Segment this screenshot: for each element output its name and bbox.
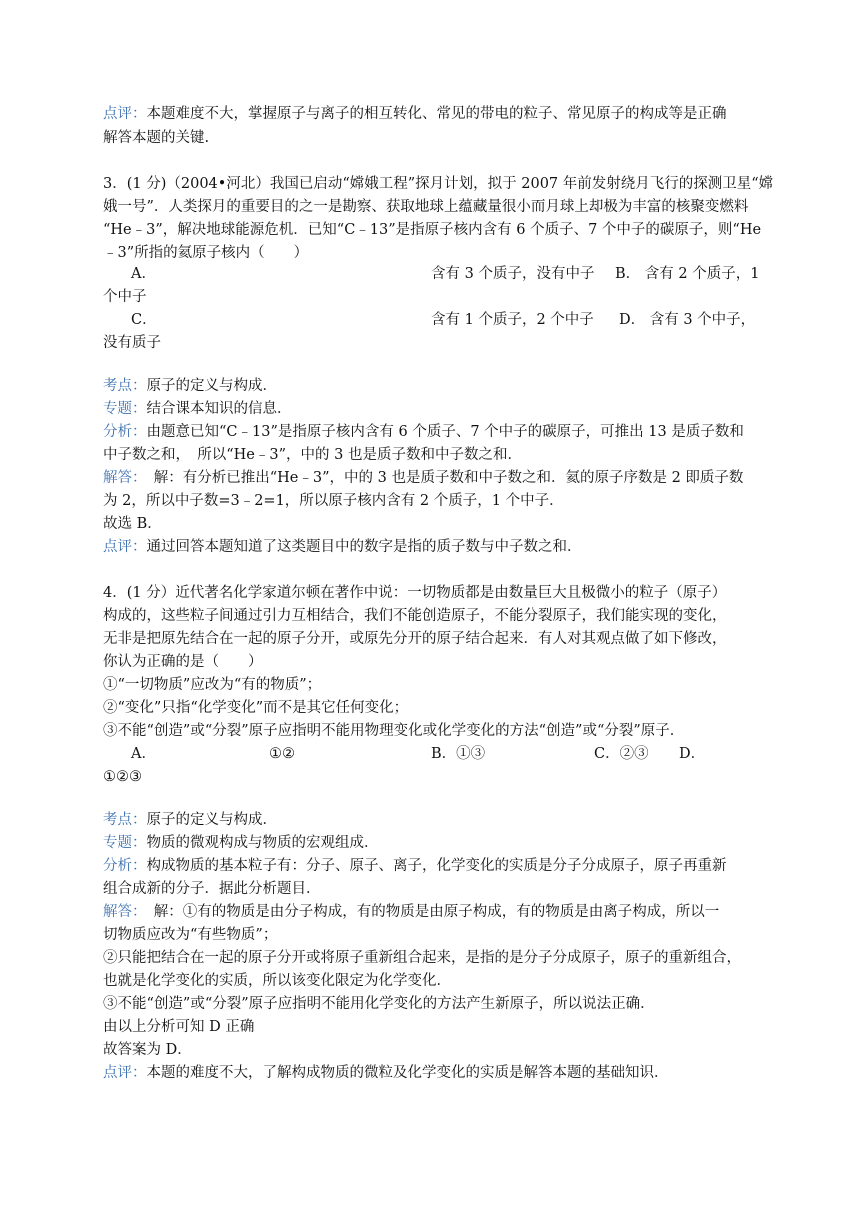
q4-jieda-line5: ③不能“创造”或“分裂”原子应指明不能用化学变化的方法产生新原子，所以说法正确． [103,996,655,1012]
q4-jieda-line3: ②只能把结合在一起的原子分开或将原子重新组合起来，是指的是分子分成原子，原子的重新组合， [103,950,741,966]
q3-jieda-line2: 为 2，所以中子数=3﹣2=1，所以原子核内含有 2 个质子，1 个中子． [103,493,564,509]
q4-kaodian: 考点：原子的定义与构成． [103,812,277,828]
q4-stem-line2: 构成的，这些粒子间通过引力互相结合，我们不能创造原子，不能分裂原子，我们能实现的变化， [103,608,727,624]
q4-item-2: ②“变化”只指“化学变化”而不是其它任何变化； [103,700,409,716]
q3-stem-line2: 娥一号”．人类探月的重要目的之一是勘察、获取地球上蕴藏量很小而月球上却极为丰富的核聚变燃料 [103,199,749,215]
q4-item-3: ③不能“创造”或“分裂”原子应指明不能用物理变化或化学变化的方法“创造”或“分裂”原子． [103,723,685,739]
q4-option-c-text: C．②③ [594,746,649,762]
q4-option-d-cont: ①②③ [103,769,142,785]
review-label: 点评： [103,106,147,122]
q3-zhuanti: 专题：结合课本知识的信息． [103,401,292,417]
q4-zhuanti: 专题：物质的微观构成与物质的宏观组成． [103,835,379,851]
q4-fenxi-line1: 分析：构成物质的基本粒子有：分子、原子、离子，化学变化的实质是分子分成原子，原子再重新 [103,858,727,874]
q3-fenxi-line2: 中子数之和， 所以“He﹣3”，中的 3 也是质子数和中子数之和． [103,447,522,463]
q4-stem-line1: 4．(1 分）近代著名化学家道尔顿在著作中说：一切物质都是由数量巨大且极微小的粒子（原子） [103,585,727,601]
q4-jieda-line6: 由以上分析可知 D 正确 [103,1019,255,1035]
q3-option-b-text: B． 含有 2 个质子，1 [615,266,760,282]
q4-jieda-line2: 切物质应改为“有些物质”； [103,927,278,943]
q4-option-b-text: B．①③ [431,746,486,762]
q4-item-1: ①“一切物质”应改为“有的物质”； [103,677,322,693]
q4-option-a-text: ①② [269,746,295,762]
q4-option-a-letter: A． [131,746,156,762]
q4-fenxi-line2: 组合成新的分子．据此分析题目． [103,881,321,897]
q3-option-d-text: D． 含有 3 个中子， [619,312,756,328]
q4-jieda-line7: 故答案为 D． [103,1042,192,1058]
q3-stem-line3: “He﹣3”，解决地球能源危机．已知“C﹣13”是指原子核内含有 6 个质子、7 个中子的碳原子，则“He [103,222,762,238]
q3-option-a-text: 含有 3 个质子，没有中子 [431,266,595,282]
q4-dianping: 点评：本题的难度不大，了解构成物质的微粒及化学变化的实质是解答本题的基础知识． [103,1065,669,1081]
q4-jieda-line4: 也就是化学变化的实质，所以该变化限定为化学变化． [103,973,451,989]
q3-stem-line1: 3．(1 分)（2004•河北）我国已启动“嫦娥工程”探月计划，拟于 2007 年前发射绕月飞行的探测卫星“嫦 [103,176,774,192]
q3-dianping: 点评：通过回答本题知道了这类题目中的数字是指的质子数与中子数之和． [103,539,582,555]
q3-fenxi-line1: 分析：由题意已知“C﹣13”是指原子核内含有 6 个质子、7 个中子的碳原子，可推出 13 是质子数和 [103,424,744,440]
q3-option-b-cont: 个中子 [103,289,147,305]
q3-jieda-line3: 故选 B． [103,516,162,532]
q3-option-d-cont: 没有质子 [103,335,161,351]
q4-stem-line3: 无非是把原先结合在一起的原子分开，或原先分开的原子结合起来．有人对其观点做了如下修改， [103,631,727,647]
q3-option-a-letter: A． [131,266,156,282]
q3-option-c-text: 含有 1 个质子，2 个中子 [431,312,594,328]
q2-review-line2: 解答本题的关键. [103,130,210,146]
q3-stem-line4: ﹣3”所指的氦原子核内（ ） [103,245,309,261]
q4-jieda-line1: 解答： 解：①有的物质是由分子构成，有的物质是由原子构成，有的物质是由离子构成，所以一 [103,904,720,920]
q3-jieda-line1: 解答： 解：有分析已推出“He﹣3”，中的 3 也是质子数和中子数之和．氦的原子序数是 2 即质子数 [103,470,744,486]
q3-option-c-letter: C． [131,312,157,328]
q4-option-d-text: D． [679,746,706,762]
q3-kaodian: 考点：原子的定义与构成． [103,378,277,394]
q2-review-line1: 点评：本题难度不大，掌握原子与离子的相互转化、常见的带电的粒子、常见原子的构成等是正确 [103,106,727,122]
q4-stem-line4: 你认为正确的是（ ） [103,654,263,670]
